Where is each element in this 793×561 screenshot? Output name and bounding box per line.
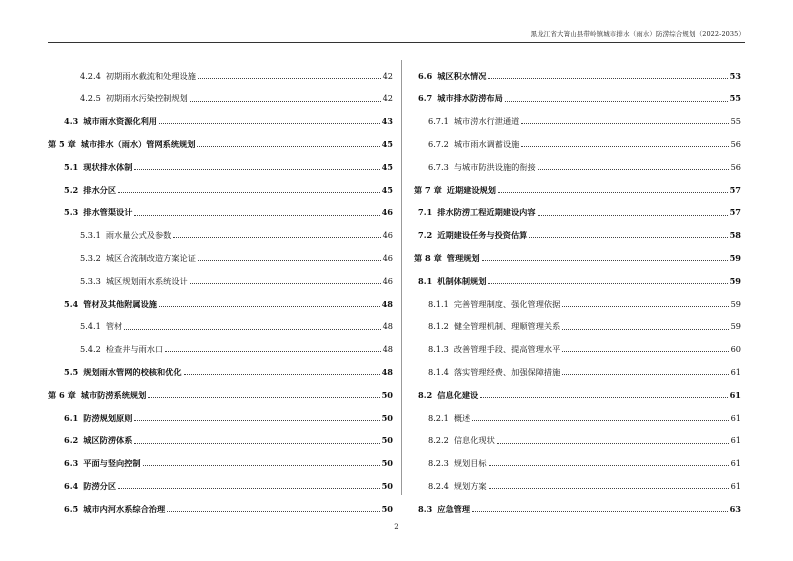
toc-entry-number: 5.3.3	[80, 275, 101, 286]
toc-entry-number: 6.3	[64, 458, 79, 469]
toc-entry[interactable]	[48, 194, 393, 217]
toc-leader-dots	[190, 282, 381, 284]
toc-entry[interactable]	[396, 331, 741, 354]
toc-entry[interactable]	[396, 445, 741, 468]
toc-entry-number: 5.3.2	[80, 252, 101, 263]
toc-entry[interactable]	[396, 57, 741, 80]
toc-entry-page: 46	[381, 207, 393, 218]
toc-entry[interactable]	[396, 490, 741, 513]
toc-leader-dots	[562, 350, 728, 352]
toc-entry-number: 6.1	[64, 412, 79, 423]
toc-leader-dots	[134, 442, 379, 444]
toc-entry-number: 6.7.3	[428, 161, 449, 172]
toc-entry[interactable]	[396, 422, 741, 445]
toc-entry-page: 45	[381, 138, 393, 149]
toc-leader-dots	[472, 510, 728, 512]
toc-entry[interactable]	[48, 308, 393, 331]
toc-entry-title: 排水管渠设计	[83, 207, 133, 218]
toc-leader-dots	[165, 350, 380, 352]
toc-entry-title: 城区防涝体系	[83, 435, 133, 446]
toc-entry-page: 46	[382, 252, 393, 263]
toc-entry-title: 改善管理手段、提高管理水平	[453, 344, 561, 355]
toc-entry-number: 6.6	[418, 70, 433, 81]
toc-entry-page: 61	[730, 435, 741, 446]
toc-entry-number: 第 8 章	[414, 252, 442, 263]
toc-entry[interactable]	[48, 171, 393, 194]
toc-entry-page: 55	[729, 93, 741, 104]
toc-entry-number: 8.1.1	[428, 298, 449, 309]
toc-entry-number: 8.2.2	[428, 435, 449, 446]
toc-entry-number: 8.1.4	[428, 366, 449, 377]
toc-entry-page: 58	[729, 230, 741, 241]
toc-entry-number: 4.2.4	[80, 70, 101, 81]
toc-entry-page: 56	[730, 161, 741, 172]
toc-entry[interactable]	[396, 148, 741, 171]
toc-entry-page: 50	[381, 458, 393, 469]
toc-leader-dots	[159, 305, 380, 307]
toc-entry-number: 8.2.1	[428, 412, 449, 423]
toc-leader-dots	[482, 259, 728, 261]
toc-entry-page: 56	[730, 138, 741, 149]
toc-entry-page: 46	[382, 275, 393, 286]
toc-entry-title: 规划雨水管网的校核和优化	[83, 366, 182, 377]
toc-entry-title: 初期雨水截流和处理设施	[105, 70, 196, 81]
toc-entry-number: 第 6 章	[48, 389, 76, 400]
toc-entry-title: 完善管理制度、强化管理依据	[453, 298, 561, 309]
toc-entry-title: 信息化现状	[453, 435, 495, 446]
toc-entry[interactable]	[396, 353, 741, 376]
toc-entry-number: 5.4	[64, 298, 79, 309]
toc-entry-title: 规划方案	[453, 480, 487, 491]
toc-leader-dots	[167, 510, 379, 512]
toc-entry[interactable]	[396, 239, 741, 262]
toc-leader-dots	[480, 396, 727, 398]
toc-entry-number: 5.3.1	[80, 230, 101, 241]
document-header: 黑龙江省大箐山县带岭镇城市排水（雨水）防涝综合规划（2022-2035）	[530, 30, 745, 38]
toc-entry-page: 45	[381, 184, 393, 195]
toc-leader-dots	[118, 191, 380, 193]
toc-entry[interactable]	[48, 125, 393, 148]
toc-entry-title: 概述	[453, 412, 471, 423]
toc-entry[interactable]	[48, 103, 393, 126]
toc-entry-title: 城市防涝系统规划	[80, 389, 147, 400]
toc-entry-number: 6.7	[418, 93, 433, 104]
toc-entry-number: 6.4	[64, 480, 79, 491]
toc-entry-page: 61	[730, 412, 741, 423]
toc-entry[interactable]	[48, 490, 393, 513]
toc-entry[interactable]	[48, 285, 393, 308]
toc-leader-dots	[134, 419, 379, 421]
toc-entry-number: 7.1	[418, 207, 433, 218]
toc-entry-page: 61	[730, 366, 741, 377]
page-number: 2	[394, 523, 399, 531]
toc-entry[interactable]	[396, 308, 741, 331]
toc-leader-dots	[184, 373, 380, 375]
toc-leader-dots	[190, 100, 381, 102]
toc-leader-dots	[118, 487, 380, 489]
toc-entry[interactable]	[48, 445, 393, 468]
toc-leader-dots	[538, 168, 729, 170]
toc-entry[interactable]	[396, 103, 741, 126]
toc-entry-title: 落实管理经费、加强保障措施	[453, 366, 561, 377]
toc-column-right	[396, 57, 741, 513]
toc-column-left	[48, 57, 393, 513]
header-rule	[48, 42, 745, 43]
toc-leader-dots	[197, 145, 379, 147]
toc-leader-dots	[488, 77, 727, 79]
toc-leader-dots	[562, 328, 728, 330]
toc-leader-dots	[505, 100, 728, 102]
toc-entry-page: 48	[382, 344, 393, 355]
toc-entry[interactable]	[396, 467, 741, 490]
toc-entry-page: 59	[730, 321, 741, 332]
toc-entry-title: 信息化建设	[437, 389, 479, 400]
toc-entry-page: 45	[381, 161, 393, 172]
toc-leader-dots	[489, 487, 729, 489]
toc-leader-dots	[143, 464, 380, 466]
toc-entry-title: 与城市防洪设施的衔接	[453, 161, 536, 172]
toc-leader-dots	[562, 305, 728, 307]
toc-entry-page: 61	[730, 458, 741, 469]
toc-entry-page: 43	[381, 116, 393, 127]
toc-entry-title: 检查井与雨水口	[105, 344, 164, 355]
toc-entry-page: 57	[729, 207, 741, 218]
toc-entry-page: 59	[729, 252, 741, 263]
toc-entry-number: 5.4.1	[80, 321, 101, 332]
toc-entry-title: 防涝规划原则	[83, 412, 133, 423]
toc-entry-page: 50	[381, 503, 393, 514]
toc-entry-page: 59	[730, 298, 741, 309]
toc-entry[interactable]	[396, 194, 741, 217]
toc-leader-dots	[538, 214, 728, 216]
toc-entry-title: 城区合流制改造方案论证	[105, 252, 196, 263]
toc-entry-title: 管材及其他附属设施	[83, 298, 157, 309]
toc-entry-page: 42	[382, 93, 393, 104]
toc-entry-title: 规划目标	[453, 458, 487, 469]
toc-entry[interactable]	[48, 422, 393, 445]
toc-entry-page: 42	[382, 70, 393, 81]
toc-entry-number: 8.1.2	[428, 321, 449, 332]
toc-entry[interactable]	[396, 399, 741, 422]
toc-entry-number: 第 7 章	[414, 184, 442, 195]
toc-entry-number: 8.2.4	[428, 480, 449, 491]
toc-entry-title: 城市雨水资源化利用	[83, 116, 157, 127]
toc-entry-number: 5.3	[64, 207, 79, 218]
toc-entry[interactable]	[396, 376, 741, 399]
toc-entry[interactable]	[48, 217, 393, 240]
toc-leader-dots	[198, 259, 381, 261]
toc-entry[interactable]	[396, 125, 741, 148]
toc-entry-page: 50	[381, 389, 393, 400]
toc-entry-number: 5.2	[64, 184, 79, 195]
toc-entry[interactable]	[396, 171, 741, 194]
toc-leader-dots	[472, 419, 728, 421]
toc-entry-number: 8.2	[418, 389, 433, 400]
toc-entry-title: 城市排水（雨水）管网系统规划	[80, 138, 196, 149]
toc-leader-dots	[497, 442, 729, 444]
toc-entry-title: 管理规划	[446, 252, 480, 263]
toc-entry-number: 5.1	[64, 161, 79, 172]
toc-leader-dots	[134, 168, 379, 170]
toc-leader-dots	[529, 236, 727, 238]
toc-entry-title: 近期建设任务与投资估算	[437, 230, 528, 241]
toc-entry-number: 4.3	[64, 116, 79, 127]
toc-entry[interactable]	[48, 239, 393, 262]
toc-entry[interactable]	[396, 285, 741, 308]
toc-entry-page: 50	[381, 435, 393, 446]
toc-entry-title: 防涝分区	[83, 480, 117, 491]
toc-entry-title: 机制体制规划	[437, 275, 487, 286]
toc-entry-number: 6.7.2	[428, 138, 449, 149]
toc-entry[interactable]	[48, 376, 393, 399]
toc-entry-page: 46	[382, 230, 393, 241]
toc-entry-page: 63	[729, 503, 741, 514]
toc-entry-page: 61	[729, 389, 741, 400]
toc-entry-number: 5.4.2	[80, 344, 101, 355]
toc-entry-title: 排水分区	[83, 184, 117, 195]
toc-leader-dots	[159, 122, 380, 124]
toc-entry[interactable]	[48, 467, 393, 490]
toc-entry-page: 48	[382, 321, 393, 332]
toc-leader-dots	[521, 145, 728, 147]
toc-entry-number: 6.7.1	[428, 116, 449, 127]
toc-entry-number: 7.2	[418, 230, 433, 241]
toc-entry-page: 57	[729, 184, 741, 195]
toc-entry[interactable]	[48, 353, 393, 376]
toc-entry-number: 4.2.5	[80, 93, 101, 104]
toc-entry-title: 城区积水情况	[437, 70, 487, 81]
toc-entry[interactable]	[396, 262, 741, 285]
toc-entry-title: 排水防涝工程近期建设内容	[437, 207, 536, 218]
toc-entry-title: 管材	[105, 321, 123, 332]
toc-entry-number: 6.2	[64, 435, 79, 446]
toc-entry-title: 应急管理	[437, 503, 471, 514]
toc-entry-page: 59	[729, 275, 741, 286]
toc-leader-dots	[521, 122, 728, 124]
toc-entry-number: 第 5 章	[48, 138, 76, 149]
toc-entry[interactable]	[396, 217, 741, 240]
toc-entry[interactable]	[48, 148, 393, 171]
toc-entry-title: 城市排水防涝布局	[437, 93, 503, 104]
toc-entry-title: 城市涝水行泄通道	[453, 116, 520, 127]
toc-leader-dots	[489, 464, 729, 466]
toc-entry-page: 50	[381, 480, 393, 491]
toc-leader-dots	[134, 214, 379, 216]
toc-entry-number: 8.1.3	[428, 344, 449, 355]
toc-entry-number: 8.1	[418, 275, 433, 286]
toc-entry[interactable]	[48, 331, 393, 354]
toc-entry[interactable]	[48, 80, 393, 103]
toc-entry-title: 城区规划雨水系统设计	[105, 275, 188, 286]
toc-entry-page: 60	[730, 344, 741, 355]
toc-entry-title: 健全管理机制、理顺管理关系	[453, 321, 561, 332]
toc-entry-number: 8.2.3	[428, 458, 449, 469]
toc-entry-page: 50	[381, 412, 393, 423]
toc-entry-title: 城市内河水系综合治理	[83, 503, 166, 514]
toc-leader-dots	[498, 191, 728, 193]
toc-entry-page: 53	[729, 70, 741, 81]
toc-entry-title: 近期建设规划	[446, 184, 496, 195]
toc-entry-title: 平面与竖向控制	[83, 458, 141, 469]
toc-entry-title: 城市雨水调蓄设施	[453, 138, 520, 149]
toc-entry[interactable]	[396, 80, 741, 103]
toc-entry-title: 初期雨水污染控制规划	[105, 93, 188, 104]
toc-leader-dots	[124, 328, 380, 330]
toc-entry-page: 48	[381, 366, 393, 377]
toc-leader-dots	[488, 282, 727, 284]
toc-leader-dots	[562, 373, 728, 375]
toc-entry[interactable]	[48, 399, 393, 422]
toc-leader-dots	[148, 396, 379, 398]
toc-entry-number: 5.5	[64, 366, 79, 377]
toc-entry-title: 雨水量公式及参数	[105, 230, 172, 241]
toc-leader-dots	[173, 236, 380, 238]
toc-entry[interactable]	[48, 262, 393, 285]
toc-entry-number: 8.3	[418, 503, 433, 514]
toc-entry-page: 48	[381, 298, 393, 309]
toc-entry-title: 现状排水体制	[83, 161, 133, 172]
toc-entry-page: 61	[730, 480, 741, 491]
toc-entry-page: 55	[730, 116, 741, 127]
toc-leader-dots	[198, 77, 381, 79]
toc-entry-number: 6.5	[64, 503, 79, 514]
toc-entry[interactable]	[48, 57, 393, 80]
